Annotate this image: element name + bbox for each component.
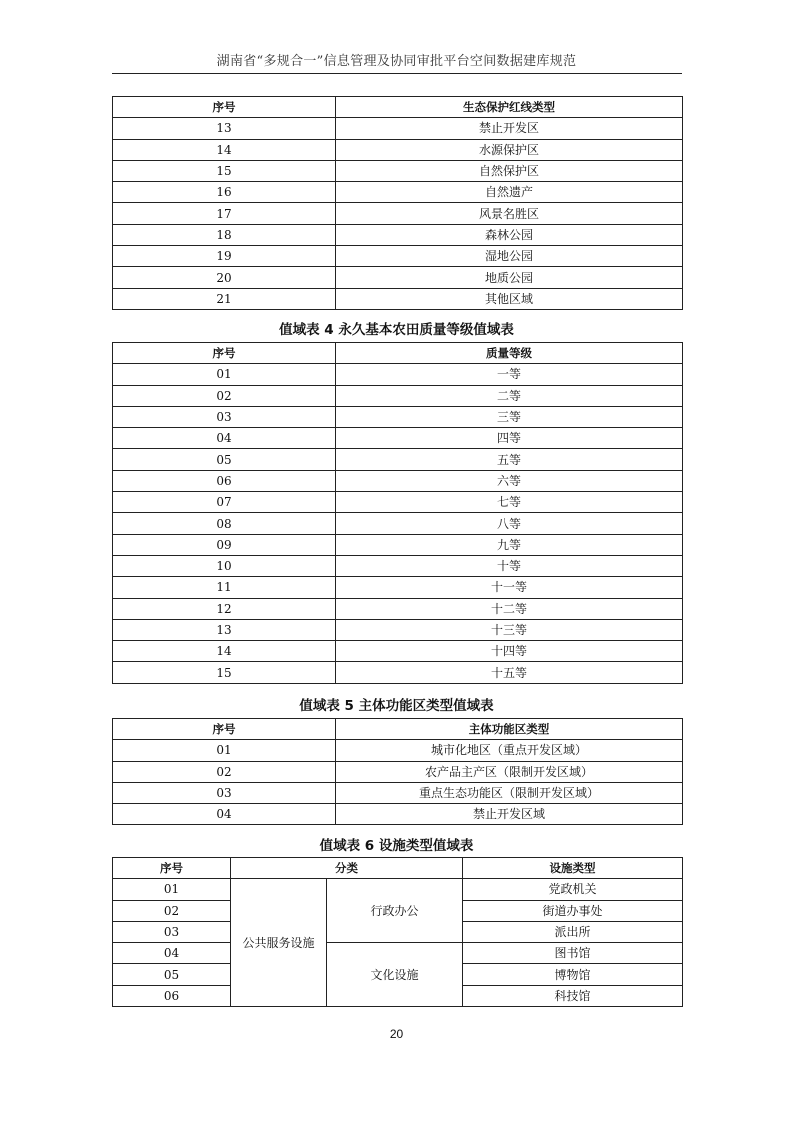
row-index: 20 bbox=[113, 267, 336, 288]
table-header-row bbox=[113, 97, 683, 118]
table-header-row bbox=[113, 343, 683, 364]
zone-type: 城市化地区（重点开发区域） bbox=[336, 740, 683, 761]
red-line-type: 其他区域 bbox=[336, 288, 683, 309]
facility-type: 党政机关 bbox=[463, 879, 683, 900]
column-header-index: 序号 bbox=[113, 719, 336, 740]
zone-type: 农产品主产区（限制开发区域） bbox=[336, 761, 683, 782]
table-header-row bbox=[113, 858, 683, 879]
table-row bbox=[113, 598, 683, 619]
row-index: 03 bbox=[113, 406, 336, 427]
column-header-category: 分类 bbox=[231, 858, 463, 879]
functional-zone-table bbox=[112, 718, 683, 825]
row-index: 13 bbox=[113, 118, 336, 139]
row-index: 05 bbox=[113, 449, 336, 470]
quality-grade: 二等 bbox=[336, 385, 683, 406]
column-header-index: 序号 bbox=[113, 858, 231, 879]
table-row bbox=[113, 555, 683, 576]
table-row bbox=[113, 534, 683, 555]
table-row bbox=[113, 470, 683, 491]
quality-grade: 十五等 bbox=[336, 662, 683, 683]
table-row bbox=[113, 406, 683, 427]
quality-grade: 十三等 bbox=[336, 619, 683, 640]
table-row bbox=[113, 246, 683, 267]
row-index: 09 bbox=[113, 534, 336, 555]
row-index: 15 bbox=[113, 160, 336, 181]
row-index: 12 bbox=[113, 598, 336, 619]
row-index: 07 bbox=[113, 492, 336, 513]
row-index: 04 bbox=[113, 804, 336, 825]
quality-grade: 六等 bbox=[336, 470, 683, 491]
quality-grade: 十一等 bbox=[336, 577, 683, 598]
table-row bbox=[113, 288, 683, 309]
row-index: 19 bbox=[113, 246, 336, 267]
facility-table-body bbox=[113, 879, 683, 1007]
facility-type: 派出所 bbox=[463, 921, 683, 942]
column-header-red-line-type: 生态保护红线类型 bbox=[336, 97, 683, 118]
facility-type: 街道办事处 bbox=[463, 900, 683, 921]
facility-type: 博物馆 bbox=[463, 964, 683, 985]
red-line-type: 风景名胜区 bbox=[336, 203, 683, 224]
zone-type: 重点生态功能区（限制开发区域） bbox=[336, 782, 683, 803]
red-line-type: 水源保护区 bbox=[336, 139, 683, 160]
red-line-type: 自然遗产 bbox=[336, 182, 683, 203]
row-index: 03 bbox=[113, 782, 336, 803]
table-row bbox=[113, 577, 683, 598]
row-index: 02 bbox=[113, 385, 336, 406]
header-rule bbox=[112, 73, 682, 74]
column-header-index: 序号 bbox=[113, 97, 336, 118]
quality-grade: 十二等 bbox=[336, 598, 683, 619]
quality-grade: 五等 bbox=[336, 449, 683, 470]
table-row bbox=[113, 879, 683, 900]
table-row bbox=[113, 641, 683, 662]
table-row bbox=[113, 182, 683, 203]
column-header-quality-grade: 质量等级 bbox=[336, 343, 683, 364]
quality-grade: 三等 bbox=[336, 406, 683, 427]
zone-type: 禁止开发区域 bbox=[336, 804, 683, 825]
row-index: 05 bbox=[113, 964, 231, 985]
table-row bbox=[113, 804, 683, 825]
table-header-row bbox=[113, 719, 683, 740]
subcategory-administration: 行政办公 bbox=[327, 879, 463, 943]
table-row bbox=[113, 513, 683, 534]
quality-grade: 九等 bbox=[336, 534, 683, 555]
table-row bbox=[113, 492, 683, 513]
table-row bbox=[113, 449, 683, 470]
table-row bbox=[113, 761, 683, 782]
red-line-type: 森林公园 bbox=[336, 224, 683, 245]
page-number: 20 bbox=[389, 1027, 404, 1041]
row-index: 01 bbox=[113, 740, 336, 761]
table-row bbox=[113, 160, 683, 181]
red-line-type: 自然保护区 bbox=[336, 160, 683, 181]
quality-grade: 十等 bbox=[336, 555, 683, 576]
column-header-zone-type: 主体功能区类型 bbox=[336, 719, 683, 740]
table-row bbox=[113, 385, 683, 406]
row-index: 13 bbox=[113, 619, 336, 640]
table-row bbox=[113, 203, 683, 224]
table5-caption: 值域表 5 主体功能区类型值域表 bbox=[299, 698, 494, 714]
row-index: 17 bbox=[113, 203, 336, 224]
column-header-index: 序号 bbox=[113, 343, 336, 364]
row-index: 21 bbox=[113, 288, 336, 309]
row-index: 11 bbox=[113, 577, 336, 598]
row-index: 06 bbox=[113, 470, 336, 491]
row-index: 18 bbox=[113, 224, 336, 245]
red-line-type: 禁止开发区 bbox=[336, 118, 683, 139]
running-header: 湖南省“多规合一”信息管理及协同审批平台空间数据建库规范 bbox=[216, 54, 577, 69]
column-header-facility-type: 设施类型 bbox=[463, 858, 683, 879]
table-row bbox=[113, 619, 683, 640]
table-row bbox=[113, 139, 683, 160]
row-index: 03 bbox=[113, 921, 231, 942]
table-row bbox=[113, 782, 683, 803]
farmland-table-body bbox=[113, 364, 683, 683]
row-index: 08 bbox=[113, 513, 336, 534]
category-public-service: 公共服务设施 bbox=[231, 879, 327, 1007]
quality-grade: 一等 bbox=[336, 364, 683, 385]
row-index: 02 bbox=[113, 900, 231, 921]
quality-grade: 四等 bbox=[336, 428, 683, 449]
row-index: 14 bbox=[113, 641, 336, 662]
row-index: 04 bbox=[113, 428, 336, 449]
subcategory-culture: 文化设施 bbox=[327, 943, 463, 1007]
table6-caption: 值域表 6 设施类型值域表 bbox=[319, 838, 474, 854]
row-index: 15 bbox=[113, 662, 336, 683]
table4-caption: 值域表 4 永久基本农田质量等级值域表 bbox=[279, 322, 514, 338]
table-row bbox=[113, 224, 683, 245]
row-index: 06 bbox=[113, 985, 231, 1006]
red-line-table-body bbox=[113, 118, 683, 310]
facility-type: 图书馆 bbox=[463, 943, 683, 964]
row-index: 16 bbox=[113, 182, 336, 203]
quality-grade: 八等 bbox=[336, 513, 683, 534]
table-row bbox=[113, 364, 683, 385]
quality-grade: 十四等 bbox=[336, 641, 683, 662]
row-index: 01 bbox=[113, 879, 231, 900]
table-row bbox=[113, 118, 683, 139]
table-row bbox=[113, 740, 683, 761]
row-index: 14 bbox=[113, 139, 336, 160]
row-index: 10 bbox=[113, 555, 336, 576]
row-index: 04 bbox=[113, 943, 231, 964]
facility-type: 科技馆 bbox=[463, 985, 683, 1006]
row-index: 01 bbox=[113, 364, 336, 385]
table-row bbox=[113, 943, 683, 964]
red-line-type-table bbox=[112, 96, 683, 310]
red-line-type: 湿地公园 bbox=[336, 246, 683, 267]
table-row bbox=[113, 267, 683, 288]
farmland-quality-table bbox=[112, 342, 683, 684]
table-row bbox=[113, 662, 683, 683]
quality-grade: 七等 bbox=[336, 492, 683, 513]
red-line-type: 地质公园 bbox=[336, 267, 683, 288]
facility-type-table bbox=[112, 857, 683, 1007]
table-row bbox=[113, 428, 683, 449]
row-index: 02 bbox=[113, 761, 336, 782]
zone-table-body bbox=[113, 740, 683, 825]
